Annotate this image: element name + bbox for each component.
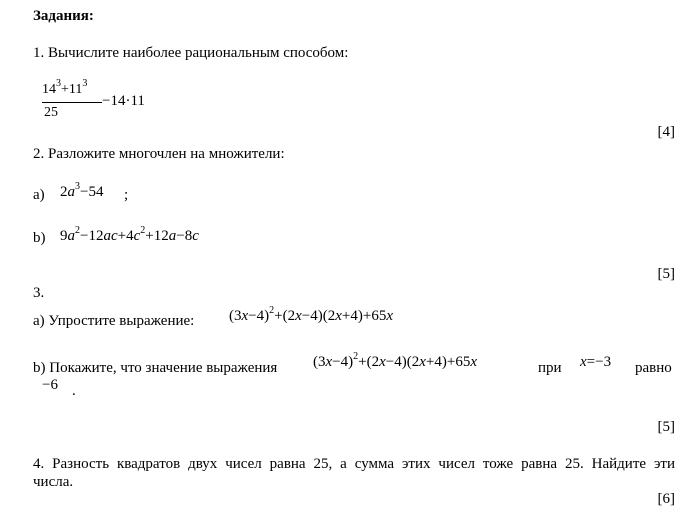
task4-points: [6] xyxy=(657,491,675,507)
task1-numerator: $14^3+11^3$ xyxy=(42,78,88,97)
task4-line2: числа. xyxy=(33,474,74,490)
task4-line1: 4. Разность квадратов двух чисел равна 25, а сумма этих чисел тоже равна 25. Найдите эти xyxy=(33,456,675,472)
task2-points: [5] xyxy=(657,266,675,282)
task3-label: 3. xyxy=(33,285,45,301)
task3-a-text: a) Упростите выражение: xyxy=(33,313,195,329)
task3-a-expression: $(3x-4)^2+(2x-4)(2x+4)+65x$ xyxy=(229,305,393,324)
task1-denominator: 25 xyxy=(44,105,58,120)
task2-b-expression: $9a^2-12ac+4c^2+12a-8c$ xyxy=(60,225,199,244)
task3-b-equals: равно xyxy=(635,360,672,376)
task1-fraction-line xyxy=(42,102,102,103)
task1-points: [4] xyxy=(657,124,675,140)
task3-b-value: −6 xyxy=(42,377,58,393)
task2-a-separator: ; xyxy=(124,187,129,203)
page-heading: Задания: xyxy=(33,8,94,24)
task2-a-expression: $2a^3-54$ xyxy=(60,181,104,200)
task3-b-text: b) Покажите, что значение выражения xyxy=(33,360,278,376)
task3-b-expression: $(3x-4)^2+(2x-4)(2x+4)+65x$ xyxy=(313,351,477,370)
task2-a-label: a) xyxy=(33,187,45,203)
task3-b-dot: . xyxy=(72,383,76,399)
task3-b-when: при xyxy=(538,360,562,376)
task3-points: [5] xyxy=(657,419,675,435)
task1-label: 1. Вычислите наиболее рациональным способом: xyxy=(33,45,349,61)
task2-b-label: b) xyxy=(33,230,46,246)
task1-tail: −14·11 xyxy=(102,93,145,109)
task3-b-condition: x=−3 xyxy=(580,354,612,370)
task2-label: 2. Разложите многочлен на множители: xyxy=(33,146,285,162)
